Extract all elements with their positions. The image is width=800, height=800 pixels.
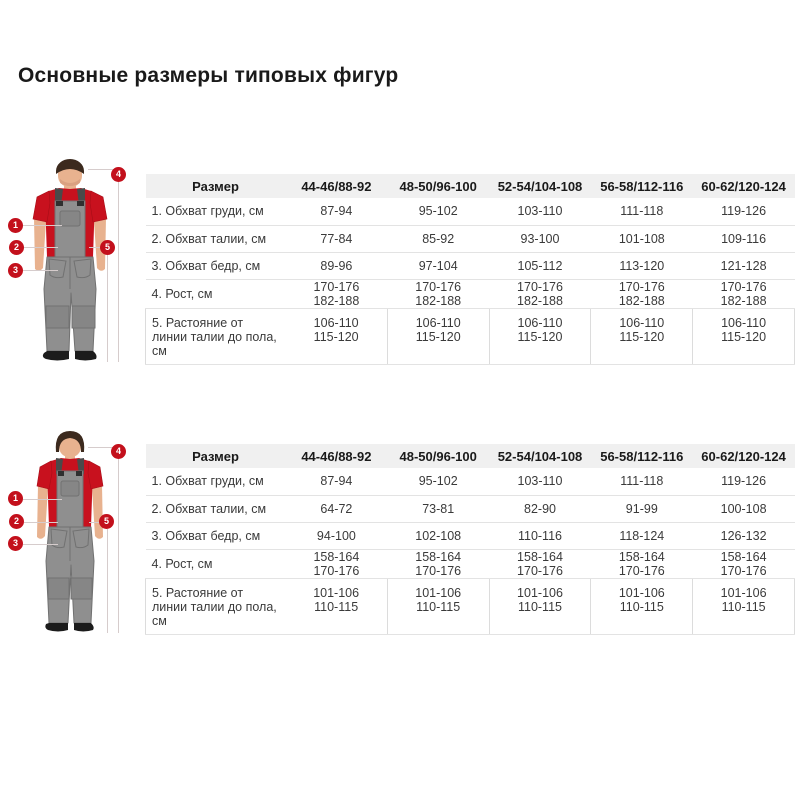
size-cell: 170-176182-188 [693, 279, 795, 308]
men-size-section [0, 155, 800, 367]
size-cell: 158-164170-176 [387, 549, 489, 578]
header-row [146, 174, 795, 198]
woman-worker-illustration [12, 428, 132, 635]
size-cell: 119-126 [693, 468, 795, 495]
size-cell: 101-106110-115 [591, 578, 693, 634]
man-figure-area [0, 155, 145, 367]
callout-line-waist [24, 522, 58, 523]
size-cell: 106-110115-120 [489, 308, 591, 364]
size-cell: 102-108 [387, 522, 489, 549]
size-cell: 77-84 [286, 225, 388, 252]
size-col-header: 56-58/112-116 [591, 174, 693, 198]
women-size-table [145, 444, 795, 635]
table-row [146, 468, 795, 495]
measurement-marker-5: 5 [100, 240, 115, 255]
size-cell: 158-164170-176 [591, 549, 693, 578]
size-cell: 103-110 [489, 198, 591, 225]
size-cell: 118-124 [591, 522, 693, 549]
size-cell: 93-100 [489, 225, 591, 252]
size-cell: 101-106110-115 [693, 578, 795, 634]
size-cell: 106-110115-120 [387, 308, 489, 364]
table-row [146, 308, 795, 364]
measurement-marker-1: 1 [8, 491, 23, 506]
callout-line-height-top [88, 169, 114, 170]
size-cell: 121-128 [693, 252, 795, 279]
size-cell: 73-81 [387, 495, 489, 522]
callout-line-height-top [88, 447, 114, 448]
size-cell: 106-110115-120 [591, 308, 693, 364]
measurement-marker-1: 1 [8, 218, 23, 233]
measurement-marker-5: 5 [99, 514, 114, 529]
row-label: 3. Обхват бедр, см [146, 522, 286, 549]
row-label: 1. Обхват груди, см [146, 198, 286, 225]
size-cell: 101-106110-115 [387, 578, 489, 634]
size-col-header: 52-54/104-108 [489, 174, 591, 198]
size-cell: 89-96 [286, 252, 388, 279]
row-label: 5. Растояние от линии талии до пола, см [146, 578, 286, 634]
row-label: 4. Рост, см [146, 279, 286, 308]
table-row [146, 549, 795, 578]
size-cell: 105-112 [489, 252, 591, 279]
size-cell: 101-108 [591, 225, 693, 252]
size-col-header: 48-50/96-100 [387, 174, 489, 198]
size-cell: 170-176182-188 [387, 279, 489, 308]
size-cell: 103-110 [489, 468, 591, 495]
callout-line-height [118, 182, 119, 362]
row-label: 2. Обхват талии, см [146, 495, 286, 522]
header-row [146, 444, 795, 468]
size-cell: 109-116 [693, 225, 795, 252]
size-cell: 106-110115-120 [286, 308, 388, 364]
size-cell: 170-176182-188 [591, 279, 693, 308]
size-cell: 119-126 [693, 198, 795, 225]
size-cell: 170-176182-188 [489, 279, 591, 308]
callout-line-height [118, 459, 119, 633]
callout-line-hip [23, 544, 58, 545]
size-cell: 126-132 [693, 522, 795, 549]
size-col-header: 60-62/120-124 [693, 174, 795, 198]
size-cell: 170-176182-188 [286, 279, 388, 308]
size-col-header: 44-46/88-92 [286, 444, 388, 468]
callout-line-chest [23, 499, 62, 500]
row-label: 4. Рост, см [146, 549, 286, 578]
size-cell: 158-164170-176 [489, 549, 591, 578]
measurement-marker-4: 4 [111, 444, 126, 459]
table-row [146, 252, 795, 279]
size-cell: 91-99 [591, 495, 693, 522]
row-label: 5. Растояние от линии талии до пола, см [146, 308, 286, 364]
size-cell: 97-104 [387, 252, 489, 279]
row-label: 2. Обхват талии, см [146, 225, 286, 252]
size-cell: 101-106110-115 [286, 578, 388, 634]
woman-figure-area [0, 425, 145, 637]
size-col-header: 52-54/104-108 [489, 444, 591, 468]
size-cell: 106-110115-120 [693, 308, 795, 364]
table-row [146, 495, 795, 522]
callout-line-hip [23, 270, 58, 271]
measurement-marker-2: 2 [9, 514, 24, 529]
size-cell: 64-72 [286, 495, 388, 522]
size-col-header: 48-50/96-100 [387, 444, 489, 468]
measurement-marker-2: 2 [9, 240, 24, 255]
size-cell: 158-164170-176 [693, 549, 795, 578]
size-col-header: 60-62/120-124 [693, 444, 795, 468]
size-cell: 111-118 [591, 468, 693, 495]
measurement-marker-4: 4 [111, 167, 126, 182]
row-label: 3. Обхват бедр, см [146, 252, 286, 279]
man-worker-illustration [12, 158, 132, 363]
callout-line-waist-floor [107, 255, 108, 362]
size-cell: 111-118 [591, 198, 693, 225]
size-cell: 110-116 [489, 522, 591, 549]
size-cell: 100-108 [693, 495, 795, 522]
size-cell: 85-92 [387, 225, 489, 252]
size-label-header: Размер [146, 174, 286, 198]
size-cell: 87-94 [286, 198, 388, 225]
row-label: 1. Обхват груди, см [146, 468, 286, 495]
size-cell: 82-90 [489, 495, 591, 522]
size-cell: 158-164170-176 [286, 549, 388, 578]
size-col-header: 56-58/112-116 [591, 444, 693, 468]
callout-line-chest [23, 225, 62, 226]
men-size-table [145, 174, 795, 365]
size-cell: 95-102 [387, 198, 489, 225]
table-row [146, 225, 795, 252]
size-cell: 94-100 [286, 522, 388, 549]
size-cell: 101-106110-115 [489, 578, 591, 634]
callout-line-waist [24, 247, 58, 248]
size-cell: 87-94 [286, 468, 388, 495]
table-row [146, 198, 795, 225]
callout-line-waist-floor [107, 529, 108, 633]
size-cell: 113-120 [591, 252, 693, 279]
size-cell: 95-102 [387, 468, 489, 495]
table-row [146, 578, 795, 634]
size-label-header: Размер [146, 444, 286, 468]
table-row [146, 522, 795, 549]
page-title: Основные размеры типовых фигур [18, 64, 399, 87]
measurement-marker-3: 3 [8, 536, 23, 551]
table-row [146, 279, 795, 308]
size-col-header: 44-46/88-92 [286, 174, 388, 198]
measurement-marker-3: 3 [8, 263, 23, 278]
women-size-section [0, 425, 800, 637]
